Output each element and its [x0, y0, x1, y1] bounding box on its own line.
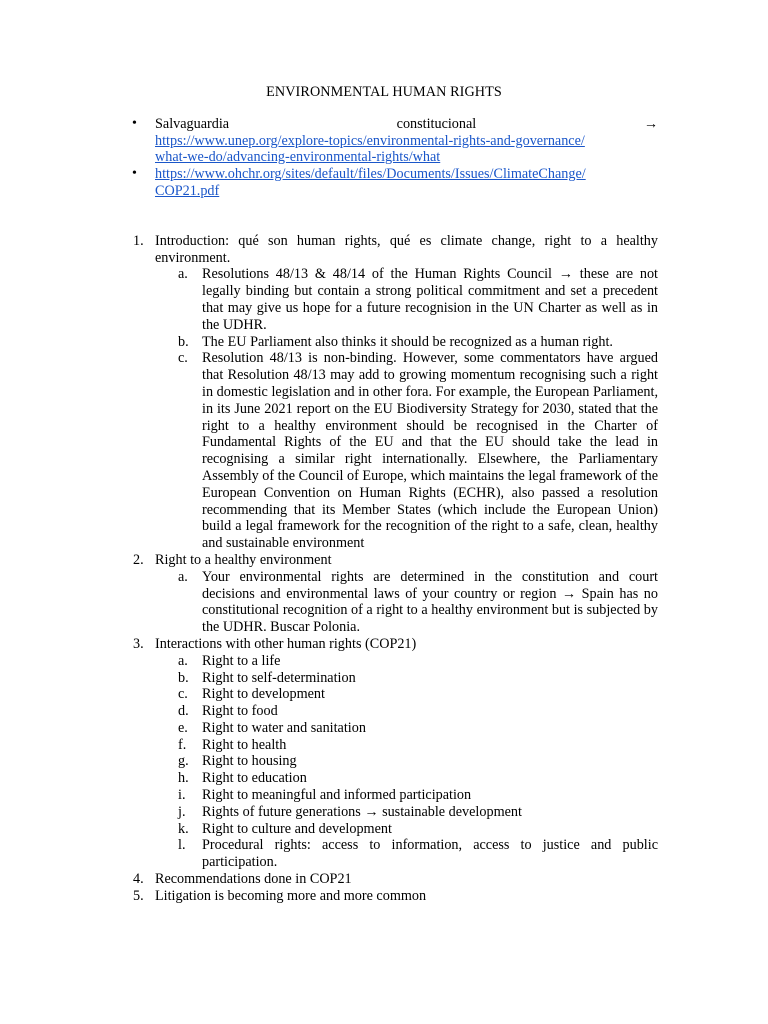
section-marker: 3.	[133, 635, 144, 652]
spacer	[110, 200, 658, 233]
subitem-marker: a.	[178, 568, 188, 585]
section-text: Introduction: qué son human rights, qué es climate change, right to a healthy environment.	[155, 232, 658, 266]
subitem-marker: g.	[178, 753, 189, 770]
subitem-list	[155, 653, 658, 871]
subitem-text: Right to water and sanitation	[202, 719, 366, 736]
subitem	[110, 653, 658, 670]
section-text: Recommendations done in COP21	[155, 871, 352, 888]
subitem	[110, 703, 658, 720]
bullet-lead-left: Salvaguardia	[155, 115, 230, 132]
subitem-text: Right to meaningful and informed participation	[202, 787, 472, 804]
subitem-marker: f.	[178, 736, 187, 753]
subitem-marker: b.	[178, 333, 189, 350]
section-item-5	[110, 888, 658, 905]
subitem-text: Right to culture and development	[202, 820, 392, 837]
reference-bullet-list	[110, 116, 658, 200]
section-text: Right to a healthy environment	[155, 551, 332, 568]
subitem	[110, 670, 658, 687]
subitem-marker: b.	[178, 669, 189, 686]
subitem-marker: k.	[178, 820, 189, 837]
section-marker: 5.	[133, 887, 144, 904]
subitem	[110, 737, 658, 754]
subitem-text: Procedural rights: access to information, access to justice and public participation.	[202, 837, 658, 871]
subitem-marker: d.	[178, 703, 189, 720]
subitem-marker: c.	[178, 686, 188, 703]
subitem-marker: e.	[178, 719, 188, 736]
bullet-dot-icon: •	[132, 115, 137, 131]
subitem-marker: j.	[178, 803, 186, 820]
section-list	[110, 233, 658, 905]
subitem-list	[155, 569, 658, 636]
subitem-text: Rights of future generations → sustainable development	[202, 803, 522, 820]
subitem	[110, 720, 658, 737]
subitem	[110, 821, 658, 838]
section-item-3	[110, 636, 658, 871]
bullet-item-unep	[110, 116, 658, 166]
subitem-marker: l.	[178, 837, 186, 854]
bullet-lead-mid: constitucional	[396, 115, 477, 132]
subitem-text: Right to development	[202, 686, 325, 703]
subitem-text: Right to a life	[202, 652, 281, 669]
subitem-text: Right to food	[202, 703, 278, 720]
section-marker: 4.	[133, 871, 144, 888]
subitem-text: Resolutions 48/13 & 48/14 of the Human Rights Council → these are not legally binding but contain a strong political commitment and set a precedent that may give us hope for a future recognision in the UN Charter as well as in the UDHR.	[202, 266, 658, 333]
subitem-text: Right to education	[202, 770, 307, 787]
subitem-marker: a.	[178, 266, 188, 283]
section-text: Interactions with other human rights (COP21)	[155, 635, 417, 652]
section-item-2	[110, 552, 658, 636]
subitem	[110, 334, 658, 351]
section-marker: 1.	[133, 232, 144, 249]
document-title: ENVIRONMENTAL HUMAN RIGHTS	[266, 84, 502, 100]
subitem	[110, 804, 658, 821]
subitem	[110, 753, 658, 770]
bullet-lead-row	[155, 116, 658, 133]
subitem	[110, 770, 658, 787]
ohchr-link-line2[interactable]: COP21.pdf	[155, 182, 220, 199]
unep-link-line1[interactable]: https://www.unep.org/explore-topics/environmental-rights-and-governance/	[155, 132, 585, 149]
unep-link-line2[interactable]: what-we-do/advancing-environmental-rights/what	[155, 149, 441, 166]
subitem	[110, 787, 658, 804]
subitem	[110, 569, 658, 636]
subitem	[110, 686, 658, 703]
subitem-text: Right to self-determination	[202, 669, 356, 686]
subitem-text: Right to health	[202, 736, 287, 753]
subitem-list	[155, 266, 658, 552]
subitem-marker: h.	[178, 770, 189, 787]
subitem-marker: a.	[178, 652, 188, 669]
subitem	[110, 350, 658, 552]
arrow-icon: →	[643, 115, 658, 132]
bullet-dot-icon: •	[132, 166, 137, 182]
ohchr-link-line1[interactable]: https://www.ohchr.org/sites/default/files/Documents/Issues/ClimateChange/	[155, 166, 586, 183]
subitem-text: Right to housing	[202, 753, 297, 770]
unep-link[interactable]	[155, 133, 585, 166]
section-item-1	[110, 233, 658, 552]
subitem-text: Resolution 48/13 is non-binding. However, some commentators have argued that Resolution 48/13 may add to growing momentum recognising such a right in domestic legislation and in other fora. For example, the European Parliament, in its June 2021 report on the EU Biodiversity Strategy for 2030, stated that the right to a healthy environment should be recognised in the Charter of Fundamental Rights of the EU and that the EU should take the lead in recognising a similar right internationally. Elsewhere, the Parliamentary Assembly of the Council of Europe, which maintains the legal framework of the European Convention on Human Rights (ECHR), also passed a resolution recommending that its Member States (which include the European Union) build a legal framework for the recognition of the right to a safe, clean, healthy and sustainable environment	[202, 350, 658, 552]
subitem	[110, 837, 658, 871]
section-marker: 2.	[133, 551, 144, 568]
bullet-item-ohchr	[110, 166, 658, 200]
subitem-marker: i.	[178, 787, 186, 804]
subitem-marker: c.	[178, 350, 188, 367]
subitem-text: The EU Parliament also thinks it should be recognized as a human right.	[202, 333, 613, 350]
section-item-4	[110, 871, 658, 888]
section-text: Litigation is becoming more and more common	[155, 887, 427, 904]
ohchr-link[interactable]	[155, 166, 586, 199]
subitem	[110, 266, 658, 333]
subitem-text: Your environmental rights are determined in the constitution and court decisions and environmental laws of your country or region → Spain has no constitutional recognition of a right to a healthy environment but is subjected by the UDHR. Buscar Polonia.	[202, 568, 658, 636]
